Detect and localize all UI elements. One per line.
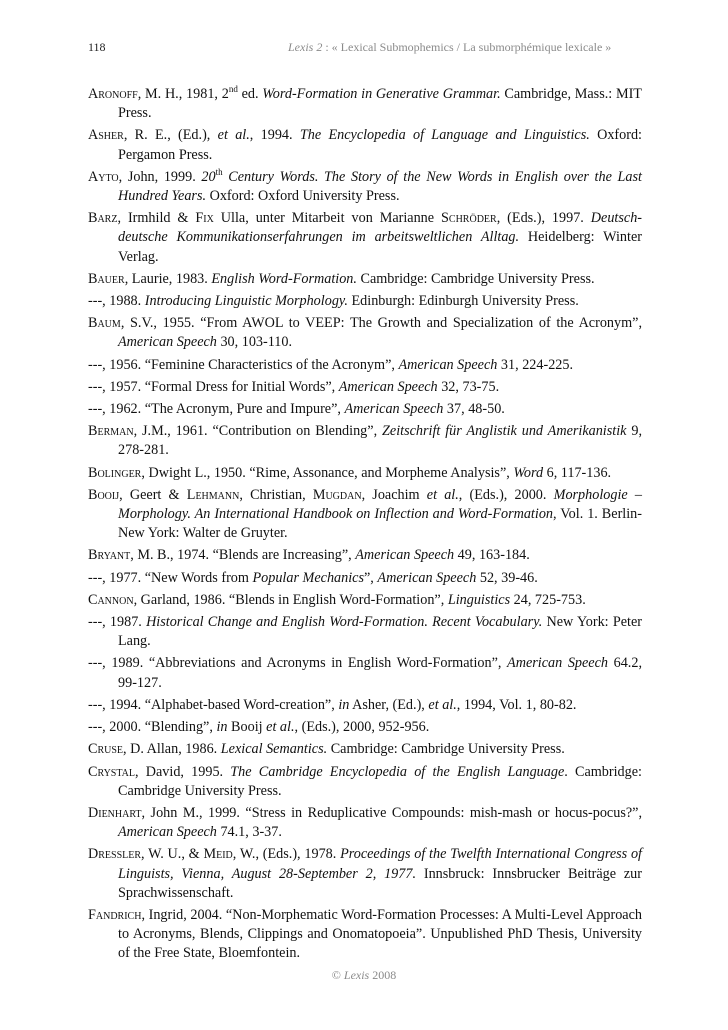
- reference-text: , D. Allan, 1986.: [123, 741, 221, 758]
- italic-text: 20: [201, 168, 216, 185]
- italic-text: in: [216, 719, 228, 736]
- italic-text: Proceedings of the Twelfth International Congress of Linguists, Vienna, August 28-September 2, 1977.: [118, 846, 642, 882]
- reference-text: ---, 1989. “Abbreviations and Acronyms in English Word-Formation”,: [88, 655, 508, 672]
- reference-entry: [88, 168, 642, 206]
- italic-text: The Cambridge Encyclopedia of the English Language: [230, 763, 565, 780]
- reference-text: , J.M., 1961. “Contribution on Blending”,: [133, 423, 383, 440]
- reference-text: Cambridge: Cambridge University Press.: [327, 741, 565, 758]
- italic-text: et al.: [428, 696, 457, 713]
- italic-text: The Encyclopedia of Language and Linguistics.: [299, 127, 590, 144]
- reference-text: , Christian,: [239, 486, 313, 503]
- reference-text: ---, 1956. “Feminine Characteristics of the Acronym”,: [88, 356, 399, 373]
- reference-text: ---, 1988.: [88, 293, 145, 310]
- reference-text: Oxford: Oxford University Press.: [206, 188, 400, 205]
- author-name: Berman: [88, 423, 134, 440]
- superscript: th: [215, 166, 223, 177]
- reference-text: Edinburgh: Edinburgh University Press.: [347, 293, 579, 310]
- italic-text: Deutsch-deutsche Kommunikationserfahrungen im arbeitsweltlichen Alltag.: [118, 210, 643, 246]
- reference-entry: [88, 292, 642, 311]
- author-name: Lehmann: [186, 486, 240, 503]
- author-name: Aronoff: [88, 86, 138, 102]
- reference-text: , W. U., &: [141, 846, 204, 863]
- reference-text: , R. E., (Ed.),: [123, 127, 218, 144]
- italic-text: Lexical Semantics.: [220, 741, 328, 758]
- running-head: [288, 40, 611, 55]
- reference-entry: [88, 209, 642, 267]
- reference-text: Oxford: Pergamon Press.: [118, 127, 643, 163]
- reference-text: 31, 224-225.: [497, 356, 574, 373]
- author-name: Barz: [88, 210, 118, 227]
- author-name: Meid: [203, 846, 233, 863]
- italic-text: American Speech: [338, 378, 438, 395]
- italic-text: American Speech: [377, 569, 477, 586]
- reference-entry: [88, 906, 642, 964]
- reference-text: , (Eds.), 1997.: [496, 210, 591, 227]
- reference-entry: [88, 546, 642, 565]
- reference-text: , Garland, 1986. “Blends in English Word-Formation”,: [133, 591, 448, 608]
- italic-text: American Speech: [507, 655, 608, 672]
- italic-text: Word-Formation in Generative Grammar.: [262, 86, 501, 102]
- page-header: [88, 40, 640, 60]
- reference-entry: [88, 763, 642, 801]
- author-name: Mugdan: [312, 486, 362, 503]
- author-name: Crystal: [88, 763, 136, 780]
- page-footer: [0, 968, 728, 983]
- reference-entry: [88, 85, 642, 123]
- reference-text: , Vol. 1. Berlin-New York: Walter de Gruyter.: [118, 506, 642, 542]
- author-name: Ayto: [88, 168, 119, 185]
- reference-text: ---, 2000. “Blending”,: [88, 719, 217, 736]
- reference-text: 74.1, 3-37.: [216, 824, 282, 841]
- reference-text: Booij: [227, 719, 267, 736]
- reference-entry: [88, 804, 642, 842]
- reference-text: , Ingrid, 2004. “Non-Morphematic Word-Formation Processes: A Multi-Level Approach to Acronyms, Blends, Clippings and Onomatopoeia”. Unpublished PhD Thesis, University of the Free State, Bloemfontein.: [118, 906, 642, 962]
- reference-text: , John M., 1999. “Stress in Reduplicative Compounds: mish-mash or hocus-pocus?”,: [141, 804, 642, 821]
- reference-text: ---, 1994. “Alphabet-based Word-creation”,: [88, 696, 339, 713]
- reference-text: , 1994.: [249, 127, 300, 144]
- reference-text: . Cambridge: Cambridge University Press.: [118, 763, 642, 799]
- superscript: nd: [228, 84, 238, 94]
- reference-text: 6, 117-136.: [543, 464, 612, 481]
- reference-entry: [88, 356, 642, 375]
- reference-text: , David, 1995.: [135, 763, 231, 780]
- reference-entry: [88, 718, 642, 737]
- italic-text: English Word-Formation.: [211, 270, 357, 287]
- reference-text: Ulla, unter Mitarbeit von Marianne: [213, 210, 442, 227]
- italic-text: American Speech: [118, 824, 217, 841]
- reference-text: ---, 1962. “The Acronym, Pure and Impure”,: [88, 401, 345, 418]
- reference-text: 9, 278-281.: [118, 423, 642, 459]
- author-name: Fix: [195, 210, 214, 227]
- italic-text: Popular Mechanics: [252, 569, 364, 586]
- reference-text: , Laurie, 1983.: [124, 270, 212, 287]
- footer-year: 2008: [369, 968, 397, 982]
- reference-text: ---, 1957. “Formal Dress for Initial Words”,: [88, 378, 339, 395]
- italic-text: Morphologie – Morphology. An International Handbook on Inflection and Word-Formation: [118, 486, 642, 523]
- reference-text: , Joachim: [361, 486, 427, 503]
- reference-entry: [88, 400, 642, 419]
- author-name: Dressler: [88, 846, 142, 863]
- italic-text: Linguistics: [447, 591, 511, 608]
- reference-text: ed.: [237, 86, 263, 102]
- reference-text: , Dwight L., 1950. “Rime, Assonance, and Morpheme Analysis”,: [141, 464, 514, 481]
- reference-text: 49, 163-184.: [454, 547, 530, 564]
- author-name: Bolinger: [88, 464, 142, 481]
- reference-entry: [88, 270, 642, 289]
- copyright-symbol: ©: [331, 968, 344, 982]
- italic-text: Word: [513, 464, 544, 481]
- reference-text: New York: Peter Lang.: [118, 614, 642, 650]
- reference-text: ---, 1977. “New Words from: [88, 569, 253, 586]
- reference-text: Heidelberg: Winter Verlag.: [118, 229, 642, 265]
- reference-text: 24, 725-753.: [510, 591, 586, 608]
- italic-text: American Speech: [118, 334, 217, 351]
- reference-entry: [88, 696, 642, 715]
- reference-entry: [88, 613, 642, 651]
- italic-text: American Speech: [355, 547, 455, 564]
- journal-name: Lexis 2: [288, 40, 323, 54]
- article-title: : « Lexical Submophemics / La submorphémique lexicale »: [322, 40, 612, 54]
- reference-list: [88, 85, 642, 967]
- reference-text: ---, 1987.: [88, 614, 147, 631]
- reference-text: , (Eds.), 2000.: [458, 486, 554, 503]
- italic-text: et al.: [266, 719, 295, 736]
- italic-text: et al.: [217, 127, 250, 144]
- author-name: Bauer: [88, 270, 125, 287]
- italic-text: in: [338, 696, 350, 713]
- reference-entry: [88, 422, 642, 460]
- reference-entry: [88, 740, 642, 759]
- reference-entry: [88, 591, 642, 610]
- reference-text: 32, 73-75.: [437, 378, 500, 395]
- reference-text: , 1994, Vol. 1, 80-82.: [456, 696, 577, 713]
- reference-entry: [88, 378, 642, 397]
- italic-text: American Speech: [344, 401, 444, 418]
- italic-text: Zeitschrift für Anglistik und Amerikanistik: [382, 423, 627, 440]
- author-name: Cannon: [88, 591, 134, 608]
- italic-text: American Speech: [398, 356, 498, 373]
- author-name: Booij: [88, 486, 120, 503]
- reference-text: ”,: [364, 569, 378, 586]
- reference-entry: [88, 314, 642, 352]
- italic-text: Historical Change and English Word-Formation. Recent Vocabulary.: [146, 614, 543, 631]
- reference-text: 30, 103-110.: [216, 334, 293, 351]
- author-name: Bryant: [88, 547, 131, 564]
- author-name: Baum: [88, 315, 121, 332]
- reference-text: Cambridge: Cambridge University Press.: [356, 270, 595, 287]
- reference-entry: [88, 126, 642, 164]
- reference-text: , M. H., 1981, 2: [137, 86, 229, 102]
- reference-text: , Irmhild &: [117, 210, 196, 227]
- reference-text: , Geert &: [119, 486, 187, 503]
- reference-text: , W., (Eds.), 1978.: [232, 846, 341, 863]
- reference-text: 52, 39-46.: [476, 569, 538, 586]
- reference-text: Innsbruck: Innsbrucker Beiträge zur Sprachwissenschaft.: [118, 865, 643, 901]
- reference-entry: [88, 486, 642, 544]
- italic-text: Introducing Linguistic Morphology.: [144, 293, 348, 310]
- footer-journal: Lexis: [343, 968, 370, 982]
- reference-text: , (Eds.), 2000, 952-956.: [294, 719, 430, 736]
- reference-text: , S.V., 1955. “From AWOL to VEEP: The Growth and Specialization of the Acronym”,: [120, 315, 642, 332]
- author-name: Asher: [88, 127, 124, 144]
- italic-text: et al.: [426, 486, 459, 503]
- reference-entry: [88, 654, 642, 692]
- author-name: Schröder: [441, 210, 497, 227]
- reference-entry: [88, 464, 642, 483]
- reference-text: 37, 48-50.: [443, 401, 505, 418]
- page-number: 118: [88, 40, 106, 54]
- reference-text: Asher, (Ed.),: [349, 696, 429, 713]
- reference-entry: [88, 569, 642, 588]
- reference-entry: [88, 845, 642, 903]
- author-name: Dienhart: [88, 804, 142, 821]
- reference-text: Cambridge, Mass.: MIT Press.: [118, 86, 642, 122]
- author-name: Fandrich: [88, 906, 142, 923]
- author-name: Cruse: [88, 741, 124, 758]
- reference-text: , M. B., 1974. “Blends are Increasing”,: [130, 547, 356, 564]
- italic-text: Century Words. The Story of the New Words in English over the Last Hundred Years.: [118, 168, 642, 205]
- reference-text: , John, 1999.: [118, 168, 202, 185]
- reference-text: 64.2, 99-127.: [118, 655, 642, 691]
